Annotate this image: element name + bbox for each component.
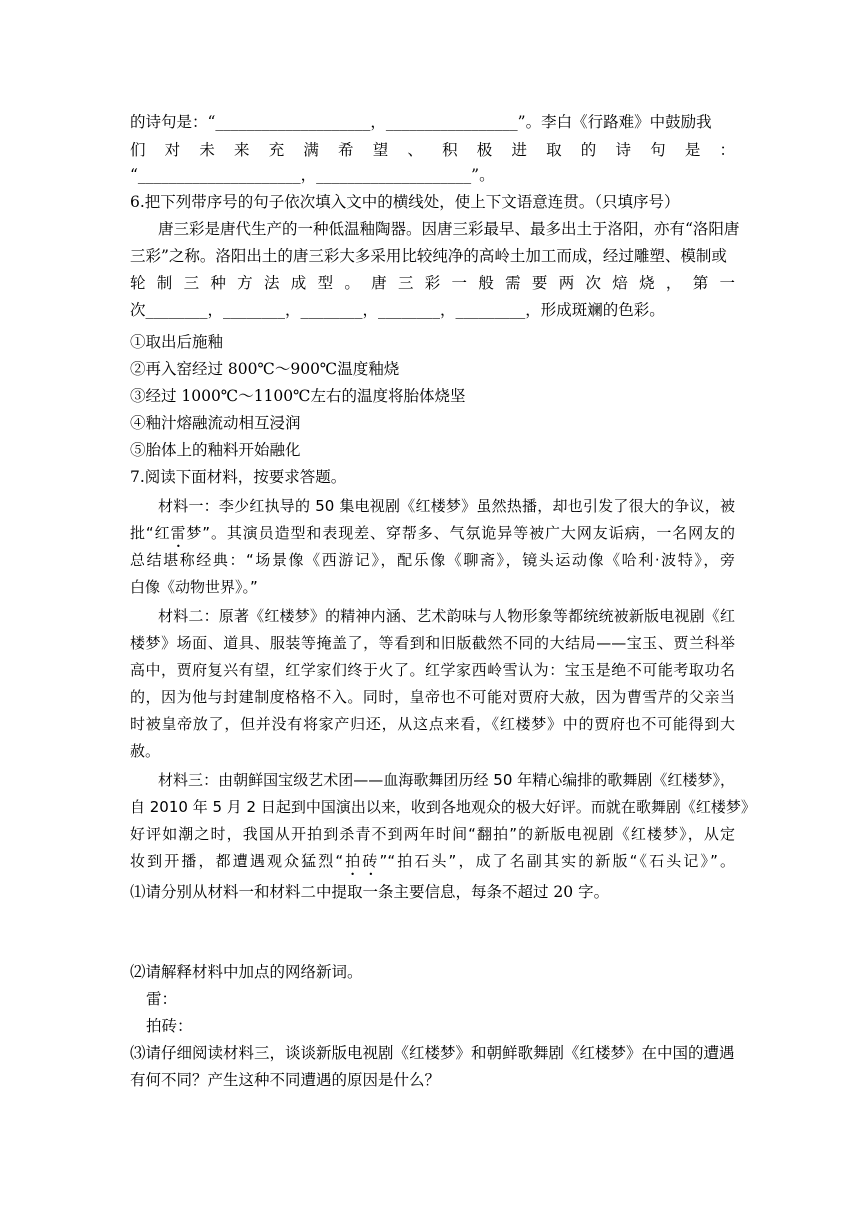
q6-para-line-4: 次________，________，________，________，_________，形成斑斓的色彩。 <box>130 301 665 319</box>
material-1-text-b: 梦”。其演员造型和表现差、穿帮多、气氛诡异等被广大网友诟病，一名网友的 <box>186 524 735 542</box>
material-1-line-4: 白像《动物世界》。” <box>130 578 258 596</box>
q5-line-3: “_____________________，____________________”。 <box>130 166 495 184</box>
material-3-line-2: 自 2010 年 5 月 2 日起到中国演出以来，收到各地观众的极大好评。而就在歌舞剧《红楼梦》 <box>130 798 756 816</box>
material-3-text-a: 妆到开播，都遭遇观众猛烈“ <box>130 852 344 870</box>
subquestion-1: ⑴请分别从材料一和材料二中提取一条主要信息，每条不超过 20 字。 <box>130 883 610 901</box>
material-2-line-2: 楼梦》场面、道具、服装等掩盖了，等看到和旧版截然不同的大结局——宝玉、贾兰科举 <box>130 634 735 652</box>
material-2-line-4: 的，因为他与封建制度格格不入。同时，皇帝也不可能对贾府大赦，因为曹雪芹的父亲当 <box>130 688 735 706</box>
subquestion-2: ⑵请解释材料中加点的网络新词。 <box>130 963 363 981</box>
material-3-text-b: ”“拍石头”，成了名副其实的新版“《石头记》”。 <box>379 852 735 870</box>
q6-option-4: ④釉汁熔融流动相互浸润 <box>130 414 301 432</box>
subquestion-3-line-2: 有何不同？产生这种不同遭遇的原因是什么？ <box>130 1071 441 1089</box>
q7-title: 7.阅读下面材料，按要求答题。 <box>130 468 347 486</box>
q6-para-line-1: 唐三彩是唐代生产的一种低温釉陶器。因唐三彩最早、最多出土于洛阳，亦有“洛阳唐 <box>158 220 740 238</box>
material-3-line-1: 材料三：由朝鲜国宝级艺术团——血海歌舞团历经 50 年精心编排的歌舞剧《红楼梦》， <box>158 771 735 789</box>
dotted-word-lei: 雷 <box>170 524 187 542</box>
material-2-line-3: 高中，贾府复兴有望，红学家们终于火了。红学家西岭雪认为：宝玉是绝不可能考取功名 <box>130 661 735 679</box>
q5-line-2: 们 对 未 来 充 满 希 望 、 积 极 进 取 的 诗 句 是 ： <box>130 141 735 159</box>
material-2-line-6: 赦。 <box>130 742 161 760</box>
material-3-line-3: 好评如潮之时，我国从开拍到杀青不到两年时间“翻拍”的新版电视剧《红楼梦》，从定 <box>130 825 735 843</box>
q6-option-1: ①取出后施釉 <box>130 333 224 351</box>
material-1-text-a: 批“红 <box>130 524 171 542</box>
material-1-line-2 <box>130 522 735 551</box>
material-3-line-4 <box>130 850 735 879</box>
material-2-line-5: 时被皇帝放了，但并没有将家产归还，从这点来看，《红楼梦》中的贾府也不可能得到大 <box>130 715 735 733</box>
material-1-line-3: 总结堪称经典：“场景像《西游记》，配乐像《聊斋》，镜头运动像《哈利·波特》，旁 <box>130 551 735 569</box>
q6-title: 6.把下列带序号的句子依次填入文中的横线处，使上下文语意连贯。（只填序号） <box>130 193 680 211</box>
material-2-line-1: 材料二：原著《红楼梦》的精神内涵、艺术韵味与人物形象等都统统被新版电视剧《红 <box>158 607 735 625</box>
q6-option-3: ③经过 1000℃～1100℃左右的温度将胎体烧坚 <box>130 387 466 405</box>
material-1-line-1: 材料一：李少红执导的 50 集电视剧《红楼梦》虽然热播，却也引发了很大的争议，被 <box>158 497 735 515</box>
subquestion-3-line-1: ⑶请仔细阅读材料三，谈谈新版电视剧《红楼梦》和朝鲜歌舞剧《红楼梦》在中国的遭遇 <box>130 1044 735 1062</box>
dotted-word-paizhuan: 拍砖 <box>343 852 380 870</box>
q6-para-line-2: 三彩”之称。洛阳出土的唐三彩大多采用比较纯净的高岭土加工而成，经过雕塑、模制或 <box>130 247 727 265</box>
answer-label-lei: 雷： <box>146 990 178 1008</box>
answer-label-paizhuan: 拍砖： <box>146 1017 193 1035</box>
q6-para-line-3: 轮制三种方法成型。唐三彩一般需要两次焙烧，第一 <box>130 274 735 292</box>
q6-option-5: ⑤胎体上的釉料开始融化 <box>130 441 301 459</box>
q5-line-1: 的诗句是：“____________________，_________________”。李白《行路难》中鼓励我 <box>130 113 712 131</box>
q6-option-2: ②再入窑经过 800℃～900℃温度釉烧 <box>130 360 400 378</box>
